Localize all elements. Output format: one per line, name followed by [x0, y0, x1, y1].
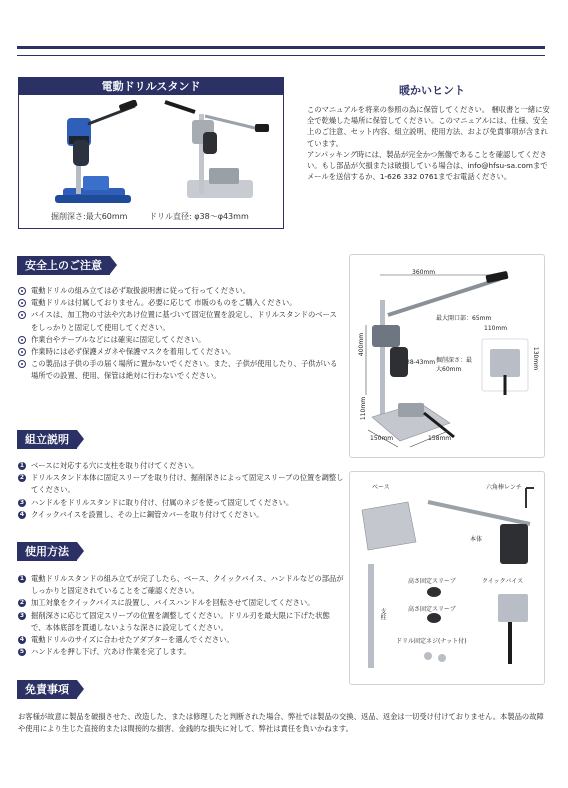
list-item: 1 ベースに対応する穴に支柱を取り付けてください。: [19, 461, 199, 470]
dim-base-depth: 150mm: [370, 435, 394, 442]
dim-base-height: 110mm: [360, 396, 368, 421]
tips-title: 暖かいヒント: [399, 84, 465, 97]
dim-vise-width: 110mm: [484, 325, 508, 332]
step-number-icon: 3: [19, 611, 25, 619]
list-item: 4 電動ドリルのサイズに合わせたアダプターを選んでください。: [19, 635, 234, 645]
step-number-icon: 5: [19, 648, 25, 656]
tips-body: [307, 104, 551, 182]
dim-base-width: 158mm: [428, 435, 452, 442]
step-number-icon: 3: [19, 498, 25, 506]
part-quick-vise: クイックバイス: [482, 578, 524, 585]
dimension-diagram: [349, 254, 545, 458]
step-number-icon: 4: [19, 510, 25, 518]
step-number-icon: 1: [19, 462, 25, 469]
disclaimer-heading: 免責事項: [17, 680, 77, 699]
assembly-list: [18, 460, 344, 521]
list-item: 2 ドリルスタンド本体に固定スリーブを取り付け、掘削深さによって固定スリーブの位置を調整してください。: [19, 473, 344, 495]
list-item: 電動ドリルの組み立ては必ず取扱説明書に従って行ってください。: [18, 285, 344, 297]
list-item: 1 電動ドリルスタンドの組み立てが完了したら、ベース、クイックバイス、ハンドルなどの部品がしっかりと固定されていることをご確認ください。: [19, 574, 344, 596]
list-item: 作業台やテーブルなどには確実に固定してください。: [18, 334, 344, 346]
parts-diagram: [349, 471, 545, 685]
part-hex-wrench: 六角棒レンチ: [486, 484, 522, 491]
diameter-caption: ドリル直径: φ38〜φ43mm: [149, 212, 249, 221]
safety-list: [18, 285, 344, 383]
part-body: 本体: [470, 536, 483, 543]
dim-height: 400mm: [358, 332, 366, 357]
safety-heading: 安全上のご注意: [17, 256, 110, 275]
drill-stand-silver-image: [159, 100, 275, 208]
bullet-icon: [18, 360, 26, 368]
product-title: 電動ドリルスタンド: [19, 78, 283, 95]
list-item: 4 クイックバイスを設置し、その上に鋼管カバーを取り付けてください。: [19, 509, 264, 519]
header-rule-thick: [17, 46, 545, 49]
step-number-icon: 2: [19, 474, 25, 482]
list-item: 電動ドリルは付属しておりません。必要に応じて 市販のものをご購入ください。: [18, 297, 344, 309]
usage-heading: 使用方法: [17, 542, 77, 561]
list-item: この製品は子供の手の届く場所に置かないでください。また、子供が使用したり、子供がいる場所での設置、使用、保管は絶対に行わないでください。: [18, 358, 344, 382]
assembly-heading: 組立説明: [17, 430, 77, 449]
list-item: 2 加工対象をクイックバイスに設置し、バイスハンドルを回転させて固定してください。: [19, 598, 315, 608]
bullet-icon: [18, 336, 26, 344]
disclaimer-text: お客様が故意に製品を破損させた、改造した、または修理したと判断された場合、弊社では製品の交換、返品、返金は一切受け付けておりません。本製品の故障や使用により生じた直接的または間接的な損害、金銭的な損失に対して、弊社は責任を負いかねます。: [18, 712, 544, 734]
part-pillar: 支柱: [379, 608, 386, 620]
list-item: 5 ハンドルを押し下げ、穴あけ作業を完了します。: [19, 647, 191, 657]
tips-paragraph-1: このマニュアルを将来の参照の為に保管してください。 梱収書と一緒に安全で乾燥した場所に保管してください。このマニュアルには、仕様、安全上のご注意、セット内容、組立説明、使用方法、および免責事項が含まれています。: [307, 105, 550, 148]
step-number-icon: 2: [19, 599, 25, 607]
bullet-icon: [18, 311, 26, 319]
part-sleeve-1: 高さ固定スリーブ: [408, 578, 456, 585]
list-item: バイスは、加工物の寸法や穴あけ位置に基づいて固定位置を設定し、ドリルスタンドのベースをしっかりと固定して使用してください。: [18, 309, 344, 333]
step-number-icon: 1: [19, 575, 25, 582]
bullet-icon: [18, 348, 26, 356]
part-sleeve-2: 高さ固定スリーブ: [408, 606, 456, 613]
part-base: ベース: [372, 484, 390, 491]
dim-max-opening: 最大開口部：65mm: [436, 315, 492, 322]
list-item: 作業時には必ず保護メガネや保護マスクを着用してください。: [18, 346, 344, 358]
list-item: 3 ハンドルをドリルスタンドに取り付け、付属のネジを使って固定してください。: [19, 497, 294, 507]
header-rule-thin: [17, 55, 545, 56]
dim-vise-height: 130mm: [532, 346, 540, 371]
bullet-icon: [18, 299, 26, 307]
step-number-icon: 4: [19, 636, 25, 644]
dim-depth: 掘削深さ：最大60mm: [436, 357, 473, 373]
tips-paragraph-2: アンパッキング時には、製品が完全かつ無傷であることを確認してください。もし部品が欠損または破損している場合は、info@hfsu-sa.comまでメールを送信するか、1-626 332 0761までお電話ください。: [307, 149, 548, 182]
usage-list: [18, 573, 344, 658]
depth-caption: 掘削深さ:最大60mm: [51, 212, 128, 221]
list-item: 3 掘削深さに応じて固定スリーブの位置を調整してください。ドリル刃を最大限に下げた状態で、本体底部を貫通しないような深さに設定してください。: [19, 610, 330, 632]
dim-width: 360mm: [412, 269, 436, 276]
part-screw: ドリル固定ネジ(ナット付): [396, 638, 467, 645]
drill-stand-blue-image: [33, 100, 143, 208]
bullet-icon: [18, 287, 26, 295]
product-box: [18, 77, 284, 229]
dim-drill-diameter: 38-43mm: [406, 359, 436, 366]
